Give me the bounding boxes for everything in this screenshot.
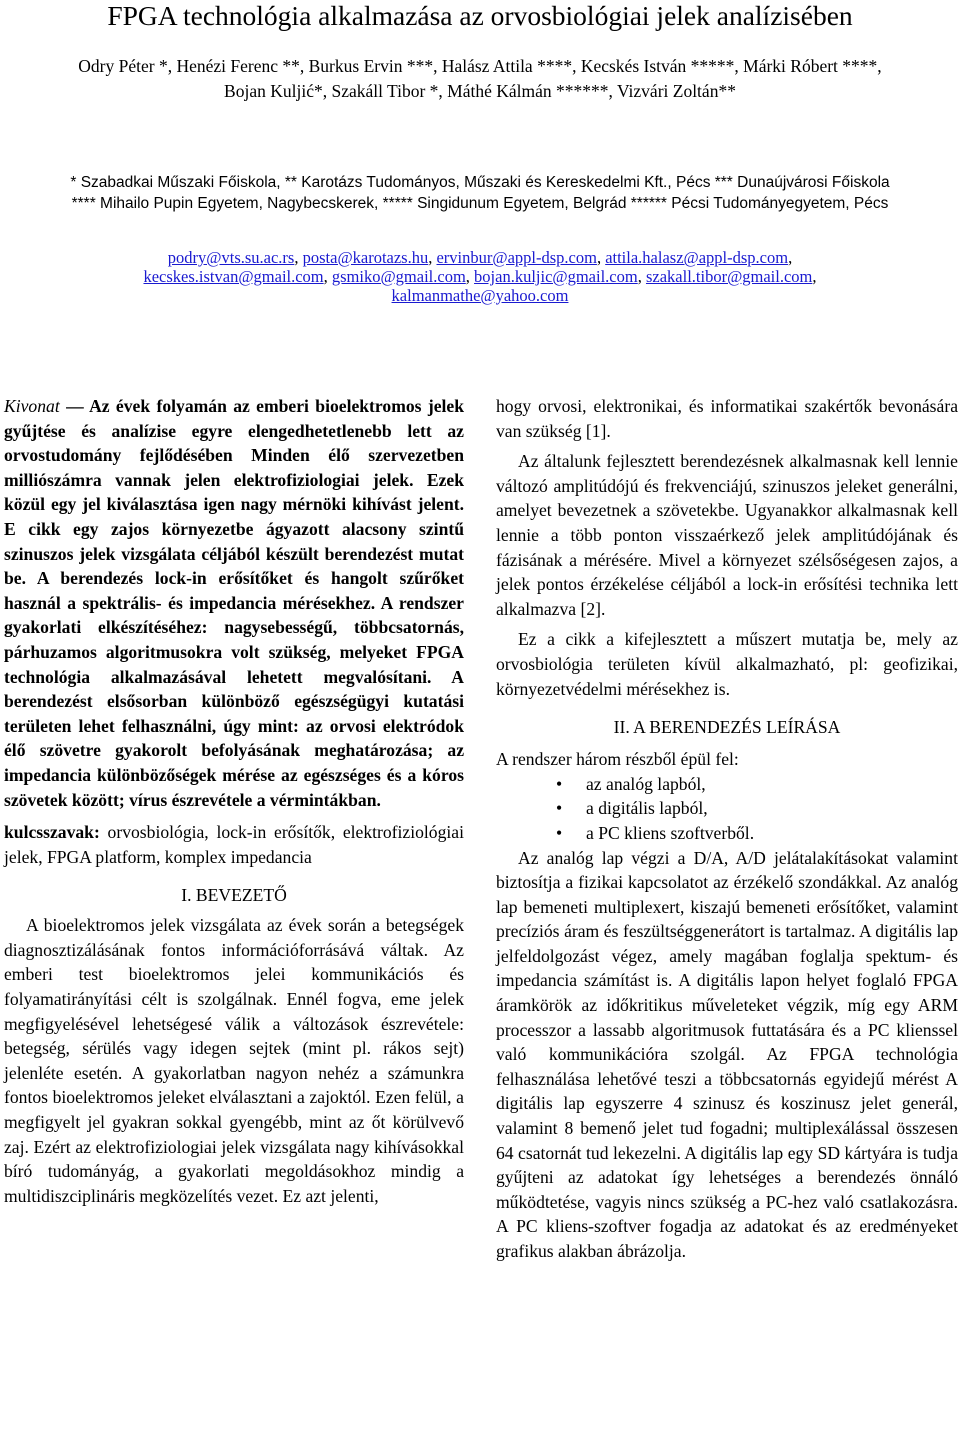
affiliations: * Szabadkai Műszaki Főiskola, ** Karotázs Tudományos, Műszaki és Kereskedelmi Kft., Pécs *** Dunaújvárosi Főiskola **** Mihailo Pupin Egyetem, Nagybecskerek, ***** Singidunum Egyetem, Belgrád ****** Pécsi Tudományegyetem, Pécs [70, 174, 890, 212]
paper-title: FPGA technológia alkalmazása az orvosbiológiai jelek analízisében [107, 0, 853, 31]
email-link[interactable]: posta@karotazs.hu [302, 248, 429, 267]
abstract-text: Az évek folyamán az emberi bioelektromos jelek gyűjtése és analízise egyre elengedhetetlenebb lett az orvostudomány fejlődésében Minden élő szervezetben milliószámra vannak jelen elektrofiziologiai jelek. Ezek közül egy jel kiválasztása igen nagy mérnöki kihívást jelent. E cikk egy zajos környezetbe ágyazott alacsony szintű szinuszos jelek vizsgálata céljából készült berendezést mutat be. A berendezés lock-in erősítőket és hangolt szűrőket használ a spektrális- és impedancia mérésekhez. A rendszer gyakorlati elkészítéséhez: nagysebességű, többcsatornás, párhuzamos algoritmusokra volt szükség, melyeket FPGA technológia alkalmazásával lehetett megvalósítani. A berendezést elsősorban különböző egészségügyi kutatási területen lehet felhasználni, úgy mint: az orvosi elektródok élő szövetre gyakorolt befolyásának meghatározása; az impedancia különbözőségek mérése az egészséges és a kóros szövetek között; vírus észrevétele a vérmintákban. [4, 396, 465, 810]
left-column [4, 394, 464, 1208]
abstract [4, 394, 464, 812]
abstract-lead: Kivonat [4, 396, 60, 416]
bullet-icon: • [556, 798, 563, 819]
description-paragraph: Az analóg lap végzi a D/A, A/D jelátalakításokat valamint biztosítja a fizikai kapcsolatot az érzékelő szondákkal. Az analóg lap bemeneti multiplexert, kiszajú bemeneti erősítőket, valamint precíziós áram és feszültséggenerátort is tartalmaz. A digitális lap jelfeldolgozást végez, amely magában foglalja spektum- és impedancia számítást is. A digitális lapon helyet foglaló FPGA áramkörök az időkritikus műveleteket végzik, míg egy ARM processzor a lassabb algoritmusok futtatására és a PC klienssel való kommunikációra szolgál. Az FPGA technológia felhasználása lehetővé teszi a többcsatornás egyidejű mérést A digitális lap egyszerre 4 szinusz és koszinusz jelet generál, valamint 8 bemenő jelet tud fogadni; multiplexálással összesen 64 csatornát tud lekezelni. A digitális lap egy SD kártyára is tudja gyűjteni az adatokat így lehetséges a berendezés önnáló működtetése, vagyis nincs szükség a PC-hez való csatlakozásra. A PC kliens-szoftver fogadja az adatokat és az eredményeket grafikus alakban ábrázolja. [496, 847, 958, 1261]
introduction-paragraph-2: Az általunk fejlesztett berendezésnek alkalmasnak kell lennie változó amplitúdójú és frekvenciájú, szinuszos jeleket generálni, amelyet bevezetnek a szövetekbe. Ugyanakkor alkalmasnak kell lennie a több ponton visszaérkező jelek amplitúdójának és fázisának a mérésére. Mivel a környezet szélsőségesen zajos, a jelek pontos érzékelése céljából a lock-in erősítési technika lett alkalmazva [2]. [496, 451, 958, 619]
bullet-icon: • [556, 822, 563, 843]
email-link[interactable]: ervinbur@appl-dsp.com [436, 248, 597, 267]
email-link[interactable]: podry@vts.su.ac.rs [167, 248, 295, 267]
keywords-text: orvosbiológia, lock-in erősítők, elektrofiziológiai jelek, FPGA platform, komplex impedancia [4, 822, 464, 867]
email-list: podry@vts.su.ac.rs, posta@karotazs.hu, ervinbur@appl-dsp.com, attila.halasz@appl-dsp.com, kecskes.istvan@gmail.com, gsmiko@gmail.com, bojan.kuljic@gmail.com, szakall.tibor@gmail.com, kalmanmathe@yahoo.com [143, 248, 817, 305]
list-item: • a digitális lapból, [496, 796, 958, 821]
section-heading-description: II. A BERENDEZÉS LEÍRÁSA [613, 717, 841, 738]
component-list [496, 772, 958, 846]
system-intro: A rendszer három részből épül fel: [496, 749, 739, 770]
bullet-icon: • [556, 773, 563, 794]
section-heading-introduction: I. BEVEZETŐ [181, 885, 287, 906]
list-item: • a PC kliens szoftverből. [496, 821, 958, 846]
keywords-label: kulcsszavak: [4, 822, 100, 843]
author-list: Odry Péter *, Henézi Ferenc **, Burkus Ervin ***, Halász Attila ****, Kecskés István *****, Márki Róbert ****, Bojan Kuljić*, Szakáll Tibor *, Máthé Kálmán ******, Vizvári Zoltán** [78, 56, 882, 101]
list-item: • az analóg lapból, [496, 772, 958, 797]
keywords [4, 820, 464, 869]
email-link[interactable]: szakall.tibor@gmail.com [645, 267, 813, 286]
introduction-continuation: hogy orvosi, elektronikai, és informatikai szakértők bevonására van szükség [1]. [496, 396, 958, 441]
email-link[interactable]: kecskes.istvan@gmail.com [143, 267, 324, 286]
email-link[interactable]: gsmiko@gmail.com [331, 267, 466, 286]
email-link[interactable]: bojan.kuljic@gmail.com [474, 267, 638, 286]
introduction-paragraph-3: Ez a cikk a kifejlesztett a műszert mutatja be, mely az orvosbiológia területen kívül alkalmazható, pl: geofizikai, környezetvédelmi mérésekhez is. [496, 629, 958, 699]
right-column [496, 394, 958, 1264]
abstract-dash: — [59, 396, 90, 416]
email-link[interactable]: kalmanmathe@yahoo.com [391, 286, 569, 305]
introduction-paragraph: A bioelektromos jelek vizsgálata az évek során a betegségek diagnosztizálásának fontos információforrásává váltak. Az emberi test bioelektromos jelei kommunikációs és folyamatirányítási célt is szolgálnak. Ennél fogva, eme jelek megfigyelésével lehetségesé válik a változások észrevétele: betegség, sérülés vagy idegen sejtek (mint pl. rákos sejt) jelenléte esetén. A gyakorlatban nagyon nehéz a számunkra fontos bioelektromos jeleket elválasztani a zajoktól. Ezen felül, a megfigyelt jel gyakran sokkal gyengébb, mint az őt körülvevő zaj. Ezért az elektrofiziologiai jelek vizsgálata nagy kihívásokkal bíró tudományág, a gyakorlati megoldásokhoz mindig a multidiszciplináris megközelítés vezet. Ez azt jelenti, [4, 915, 464, 1206]
email-link[interactable]: attila.halasz@appl-dsp.com [605, 248, 789, 267]
